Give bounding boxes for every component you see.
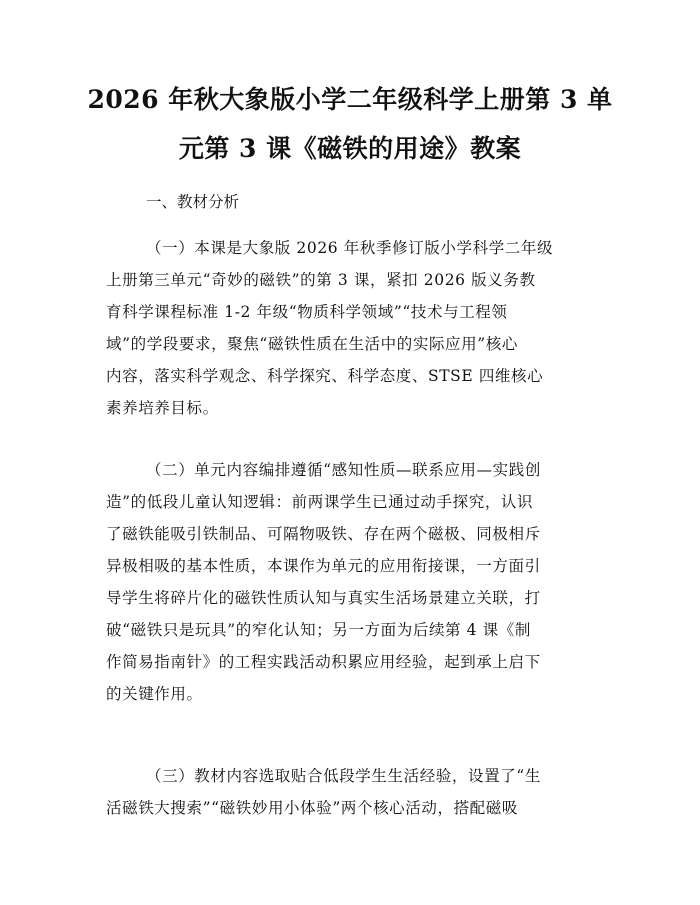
- paragraph-line: 活磁铁大搜索”“磁铁妙用小体验”两个核心活动，搭配磁吸: [106, 799, 518, 817]
- paragraph-3: [106, 760, 606, 824]
- paragraph-line: （一）本课是大象版 2026 年秋季修订版小学科学二年级: [146, 239, 554, 257]
- paragraph-line: （三）教材内容选取贴合低段学生生活经验，设置了“生: [146, 767, 541, 785]
- section-heading: 一、教材分析: [146, 193, 240, 211]
- document-title-line-2: 元第 3 课《磁铁的用途》教案: [178, 134, 522, 163]
- paragraph-line: 上册第三单元“奇妙的磁铁”的第 3 课，紧扣 2026 版义务教: [106, 271, 536, 289]
- paragraph-line: 造”的低段儿童认知逻辑：前两课学生已通过动手探究，认识: [106, 493, 534, 511]
- paragraph-line: （二）单元内容编排遵循“感知性质—联系应用—实践创: [146, 461, 541, 479]
- paragraph-line: 异极相吸的基本性质，本课作为单元的应用衔接课，一方面引: [106, 557, 541, 575]
- paragraph-line: 内容，落实科学观念、科学探究、科学态度、STSE 四维核心: [106, 367, 544, 385]
- paragraph-line: 素养培养目标。: [106, 399, 219, 417]
- paragraph-2: [106, 454, 606, 710]
- paragraph-line: 育科学课程标准 1-2 年级“物质科学领域”“技术与工程领: [106, 303, 508, 321]
- document-title-line-1: 2026 年秋大象版小学二年级科学上册第 3 单: [87, 85, 613, 114]
- paragraph-line: 域”的学段要求，聚焦“磁铁性质在生活中的实际应用”核心: [106, 335, 518, 353]
- paragraph-line: 导学生将碎片化的磁铁性质认知与真实生活场景建立关联，打: [106, 589, 541, 607]
- paragraph-1: [106, 232, 606, 424]
- paragraph-line: 作简易指南针》的工程实践活动积累应用经验，起到承上启下: [106, 653, 541, 671]
- paragraph-line: 了磁铁能吸引铁制品、可隔物吸铁、存在两个磁极、同极相斥: [106, 525, 541, 543]
- paragraph-line: 的关键作用。: [106, 685, 203, 703]
- paragraph-line: 破“磁铁只是玩具”的窄化认知；另一方面为后续第 4 课《制: [106, 621, 531, 639]
